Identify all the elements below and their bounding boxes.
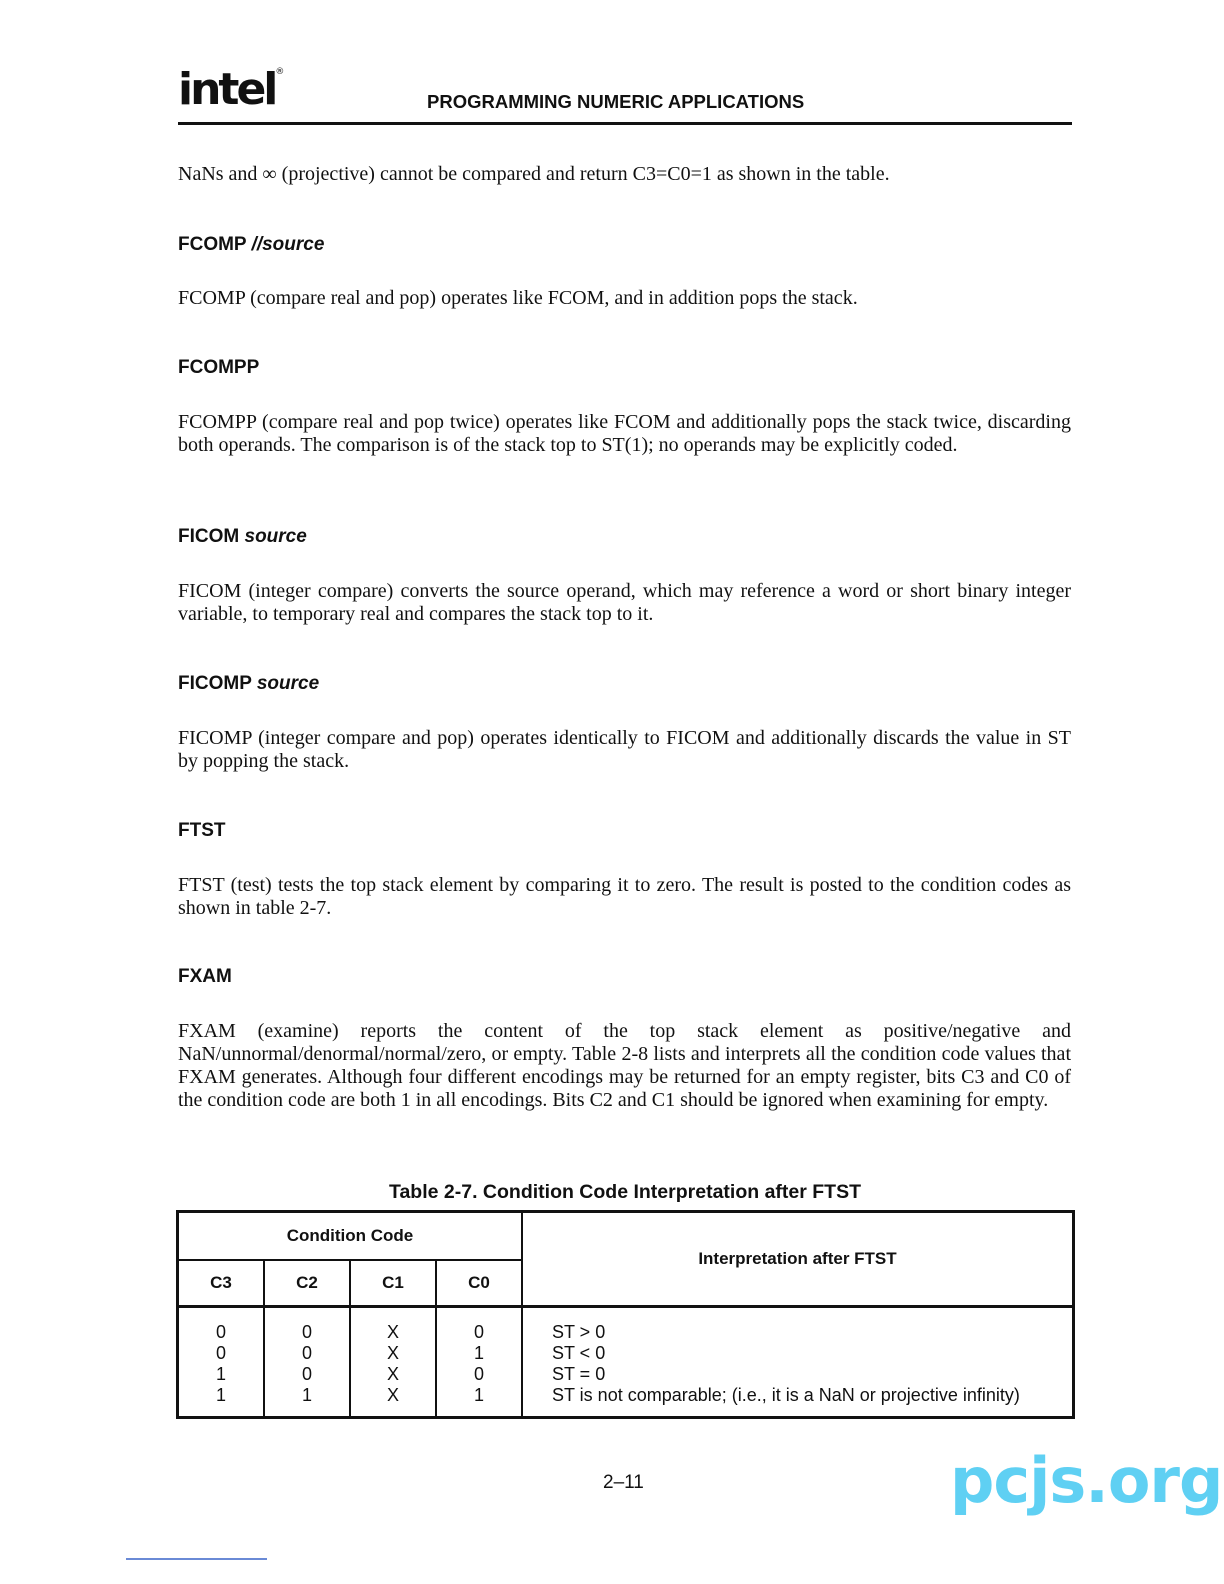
heading-operand: //source — [251, 234, 325, 255]
registered-mark: ® — [275, 67, 285, 77]
intro-paragraph: NaNs and ∞ (projective) cannot be compared and return C3=C0=1 as shown in the table. — [178, 163, 890, 185]
condition-code-group-header: Condition Code — [178, 1212, 523, 1261]
table-cell: X — [386, 1343, 399, 1363]
column-header-c1: C1 — [350, 1260, 436, 1307]
heading-operand: source — [256, 673, 320, 694]
page-header-title: PROGRAMMING NUMERIC APPLICATIONS — [427, 91, 805, 112]
heading-fcomp — [178, 234, 324, 256]
ficom-description: FICOM (integer compare) converts the source operand, which may reference a word or short binary integer variable, to temporary real and compares the stack top to it. — [178, 580, 1071, 625]
heading-ficom — [178, 526, 307, 548]
column-header-c0: C0 — [436, 1260, 522, 1307]
heading-mnemonic: FCOMP — [178, 234, 247, 255]
interpretation-values — [522, 1307, 1074, 1418]
intel-logo — [178, 64, 285, 115]
column-c1-values — [350, 1307, 436, 1418]
table-cell: 1 — [473, 1385, 484, 1405]
heading-fcompp — [178, 357, 259, 379]
heading-mnemonic: FTST — [178, 820, 226, 841]
table-cell: ST < 0 — [552, 1343, 606, 1363]
column-header-c3: C3 — [178, 1260, 265, 1307]
ficomp-description: FICOMP (integer compare and pop) operates identically to FICOM and additionally discards the value in ST by popping the stack. — [178, 727, 1071, 772]
fxam-description: FXAM (examine) reports the content of the top stack element as positive/negative and NaN/unnormal/denormal/normal/zero, or empty. Table 2-8 lists and interprets all the condition code values that FXAM generates. Although four different encodings may be returned for an empty register, bits C3 and C0 of the condition code are both 1 in all encodings. Bits C2 and C1 should be ignored when examining for empty. — [178, 1020, 1071, 1111]
heading-mnemonic: FICOM — [178, 526, 240, 547]
heading-operand: source — [244, 526, 307, 547]
table-cell: 0 — [473, 1322, 484, 1342]
heading-mnemonic: FCOMPP — [178, 357, 260, 378]
table-cell: ST is not comparable; (i.e., it is a NaN or projective infinity) — [552, 1385, 1020, 1405]
logo-text: intel — [178, 64, 276, 115]
header-rule — [178, 122, 1072, 125]
table-body — [178, 1307, 1074, 1418]
footer-link-underline — [126, 1558, 267, 1560]
table-cell: X — [386, 1385, 399, 1405]
table-cell: ST = 0 — [552, 1364, 606, 1384]
column-c3-values — [178, 1307, 265, 1418]
table-cell: 1 — [215, 1364, 226, 1384]
heading-ftst — [178, 820, 226, 842]
table-cell: 0 — [301, 1322, 312, 1342]
table-cell: X — [386, 1364, 399, 1384]
table-cell: 0 — [215, 1343, 226, 1363]
table-cell: 0 — [301, 1343, 312, 1363]
heading-fxam — [178, 966, 232, 988]
table-cell: 1 — [215, 1385, 226, 1405]
table-cell: 0 — [473, 1364, 484, 1384]
interpretation-header: Interpretation after FTST — [522, 1212, 1074, 1307]
heading-ficomp — [178, 673, 319, 695]
table-title: Table 2-7. Condition Code Interpretation after FTST — [389, 1181, 861, 1203]
table-cell: ST > 0 — [552, 1322, 606, 1342]
table-cell: X — [386, 1322, 399, 1342]
ftst-description: FTST (test) tests the top stack element by comparing it to zero. The result is posted to the condition codes as shown in table 2-7. — [178, 874, 1071, 919]
condition-code-table — [176, 1210, 1075, 1419]
table-cell: 0 — [215, 1322, 226, 1342]
fcomp-description: FCOMP (compare real and pop) operates like FCOM, and in addition pops the stack. — [178, 287, 858, 309]
column-c2-values — [264, 1307, 350, 1418]
column-header-c2: C2 — [264, 1260, 350, 1307]
table-cell: 0 — [301, 1364, 312, 1384]
table-cell: 1 — [473, 1343, 484, 1363]
page-number: 2–11 — [603, 1472, 644, 1493]
pcjs-watermark: pcjs.org — [950, 1444, 1223, 1517]
column-c0-values — [436, 1307, 522, 1418]
table-cell: 1 — [301, 1385, 312, 1405]
heading-mnemonic: FICOMP — [178, 673, 252, 694]
heading-mnemonic: FXAM — [178, 966, 232, 987]
fcompp-description: FCOMPP (compare real and pop twice) operates like FCOM and additionally pops the stack twice, discarding both operands. The comparison is of the stack top to ST(1); no operands may be explicitly coded. — [178, 411, 1071, 456]
